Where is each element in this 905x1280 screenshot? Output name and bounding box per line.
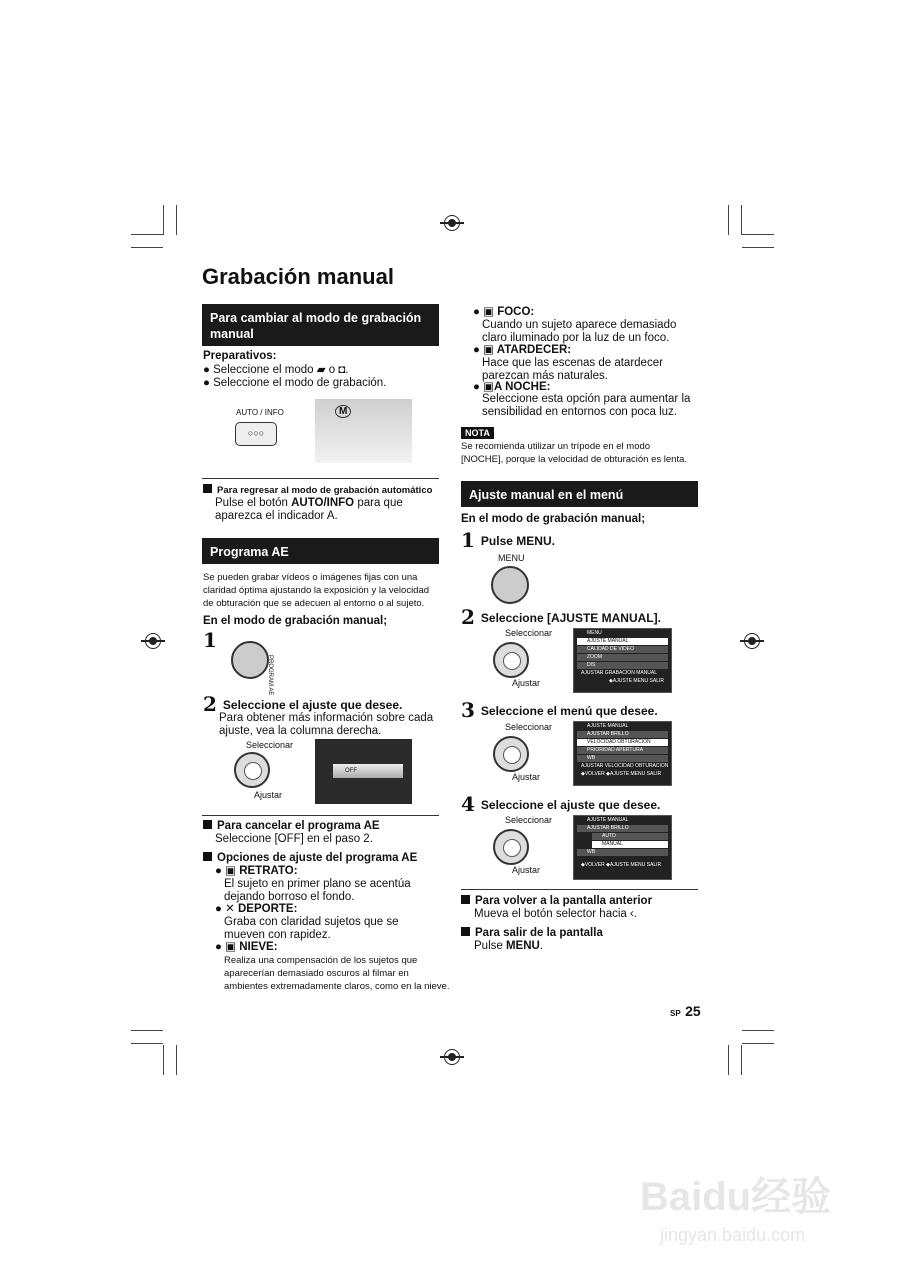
step-4 [461,792,660,816]
exit-heading [461,927,603,940]
prep-heading: Preparativos: [203,350,277,362]
menu-button[interactable] [491,566,529,604]
crop-mark [131,1030,163,1031]
option-foco: ● ▣ FOCO: [473,306,535,318]
body-text: de obturación que se adecuen al entorno o al sujeto. [203,598,425,609]
page-num: 25 [685,1003,701,1019]
crop-mark [163,205,164,235]
exit-heading-text: Para salir de la pantalla [475,927,603,939]
screen-row: ◆VOLVER ◆AJUSTE MENU SALIR [581,771,662,777]
crop-mark [728,205,729,235]
body-text: Hace que las escenas de atardecer [482,357,663,369]
body-text: Se pueden grabar vídeos o imágenes fijas con una [203,572,418,583]
screen-row: AJUSTAR VELOCIDAD OBTURACIÓN [581,763,668,769]
page-number [670,1003,701,1021]
selector-dial[interactable] [493,736,529,772]
screen-row: AJUSTAR BRILLO [577,731,668,738]
screen-row: WB [577,849,668,856]
body-text: claro iluminado por la luz de un foco. [482,332,670,344]
selector-dial[interactable] [234,752,270,788]
cancel-heading-text: Para cancelar el programa AE [217,820,380,832]
adjust-label: Ajustar [512,772,541,782]
note-badge: NOTA [461,427,494,439]
square-bullet-icon [461,927,470,936]
prep-item: ● Seleccione el modo ▰ o ◘. [203,364,349,376]
option-deporte: ● ✕ DEPORTE: [215,903,298,915]
cancel-heading [203,820,380,833]
adjust-label: Ajustar [512,865,541,875]
program-ae-label: PROGRAM AE [267,655,273,696]
square-bullet-icon [203,484,212,493]
option-atardecer: ● ▣ ATARDECER: [473,344,572,356]
step-3 [461,698,658,722]
step-3-number: 3 [461,698,475,722]
back-heading-text: Para volver a la pantalla anterior [475,895,653,907]
text: Pulse [474,940,506,952]
step-1-number: 1 [203,628,217,652]
step-1-number: 1 [461,528,475,552]
crop-mark [742,1043,774,1044]
square-bullet-icon [203,820,212,829]
body-text: claridad óptima ajustando la exposición y la velocidad [203,585,430,596]
body-text: ajuste, vea la columna derecha. [219,725,382,737]
selector-dial[interactable] [493,642,529,678]
mode-heading: En el modo de grabación manual; [461,513,646,525]
screen-row: PRIORIDAD APERTURA [577,747,668,754]
option-nieve: ● ▣ NIEVE: [215,941,278,953]
body-text: El sujeto en primer plano se acentúa [224,878,411,890]
screen-row: MENU [587,630,602,636]
text: para que [354,497,403,509]
crop-mark [131,234,163,235]
auto-info-button[interactable]: ○○○ [235,422,277,446]
return-heading-text: Para regresar al modo de grabación automático [217,485,433,496]
watermark-logo: Baidu经验 [640,1175,832,1219]
crop-mark [131,247,163,248]
registration-mark-icon [444,215,460,231]
body-text: sensibilidad en entornos con poca luz. [482,406,677,418]
note-text: Se recomienda utilizar un trípode en el modo [461,441,651,452]
body-text: Para obtener más información sobre cada [219,712,434,724]
screen-row: AJUSTAR GRABACIÓN MANUAL [581,670,658,676]
crop-mark [163,1045,164,1075]
screen-row: ◆VOLVER ◆AJUSTE MENU SALIR [581,862,662,868]
prep-item: ● Seleccione el modo de grabación. [203,377,387,389]
lcd-screen-ae [315,739,412,804]
return-heading [203,484,432,497]
registration-mark-icon [744,633,760,649]
screen-row: WB [577,755,668,762]
select-label: Seleccionar [505,628,553,638]
options-heading-text: Opciones de ajuste del programa AE [217,852,418,864]
crop-mark [131,1043,163,1044]
text-bold: AUTO/INFO [291,497,355,509]
body-text: mueven con rapidez. [224,929,331,941]
step-2-text: Seleccione [AJUSTE MANUAL]. [480,611,661,625]
crop-mark [741,1045,742,1075]
screen-row: MANUAL [592,841,668,848]
step-4-text: Seleccione el ajuste que desee. [480,798,661,812]
select-label: Seleccionar [505,815,553,825]
body-text: Mueva el botón selector hacia ‹. [474,908,638,920]
watermark-url: jingyan.baidu.com [660,1225,806,1245]
step-number [203,628,223,652]
crop-mark [742,1030,774,1031]
screen-row: AJUSTAR BRILLO [577,825,668,832]
body-text: Realiza una compensación de los sujetos que [224,955,418,966]
square-bullet-icon [461,895,470,904]
body-text: Cuando un sujeto aparece demasiado [482,319,677,331]
select-label: Seleccionar [505,722,553,732]
option-retrato: ● ▣ RETRATO: [215,865,298,877]
registration-mark-icon [444,1049,460,1065]
body-text: Seleccione [OFF] en el paso 2. [215,833,373,845]
options-heading [203,852,417,865]
menu-label: MENU [498,553,525,563]
screen-row: AJUSTE MANUAL [587,817,629,823]
section-header-programa-ae: Programa AE [202,538,439,564]
return-text [215,497,403,510]
screen-row: VELOCIDAD OBTURACIÓN [577,739,668,746]
square-bullet-icon [203,852,212,861]
screen-row: DIS [577,662,668,669]
note-text: [NOCHE], porque la velocidad de obturación es lenta. [461,454,688,465]
option-noche: ● ▣A NOCHE: [473,381,551,393]
crop-mark [741,205,742,235]
auto-info-label: AUTO / INFO [236,408,284,417]
step-3-text: Seleccione el menú que desee. [480,704,658,718]
lcd-screen [315,399,412,463]
select-label: Seleccionar [246,740,294,750]
registration-mark-icon [145,633,161,649]
screen-row: AJUSTE MANUAL [577,638,668,645]
screen-row: ◆AJUSTE MENU SALIR [609,678,664,684]
body-text: dejando borroso el fondo. [224,891,355,903]
adjust-label: Ajustar [254,790,283,800]
step-2-number: 2 [203,692,217,716]
step-2 [461,605,661,629]
body-text: parezcan más naturales. [482,370,608,382]
page-lang: SP [670,1009,681,1018]
adjust-label: Ajustar [512,678,541,688]
text-bold: MENU [505,940,540,952]
crop-mark [742,234,774,235]
section-header-change-mode: Para cambiar al modo de grabación manual [202,304,439,346]
divider [461,889,698,890]
step-4-number: 4 [461,792,475,816]
section-header-ajuste-manual: Ajuste manual en el menú [461,481,698,507]
back-heading [461,895,652,908]
screen-row: AUTO [592,833,668,840]
crop-mark [176,205,177,235]
body-text: Seleccione esta opción para aumentar la [482,393,691,405]
text: Pulse el botón [215,497,292,509]
menu-screen [573,721,672,786]
off-row: OFF [333,764,403,778]
page-title: Grabación manual [202,264,394,289]
divider [202,478,439,479]
text: . [539,940,544,952]
body-text: aparecerían demasiado oscuros al filmar en [224,968,409,979]
step-2-number: 2 [461,605,475,629]
step-1-text: Pulse MENU. [480,534,555,548]
mode-heading: En el modo de grabación manual; [203,615,388,627]
selector-dial[interactable] [493,829,529,865]
step-2-text: Seleccione el ajuste que desee. [222,698,403,712]
divider [202,815,439,816]
exit-text [474,940,543,953]
crop-mark [728,1045,729,1075]
crop-mark [176,1045,177,1075]
manual-indicator: M [335,405,351,418]
program-ae-button[interactable] [231,641,269,679]
step-1 [461,528,555,552]
crop-mark [742,247,774,248]
menu-screen [573,815,672,880]
screen-row: CALIDAD DE VÍDEO [577,646,668,653]
screen-row: AJUSTE MANUAL [587,723,629,729]
screen-row: ZOOM [577,654,668,661]
body-text: ambientes extremadamente claros, como en la nieve. [224,981,450,992]
return-text: aparezca el indicador A. [215,510,338,522]
menu-screen [573,628,672,693]
body-text: Graba con claridad sujetos que se [224,916,399,928]
